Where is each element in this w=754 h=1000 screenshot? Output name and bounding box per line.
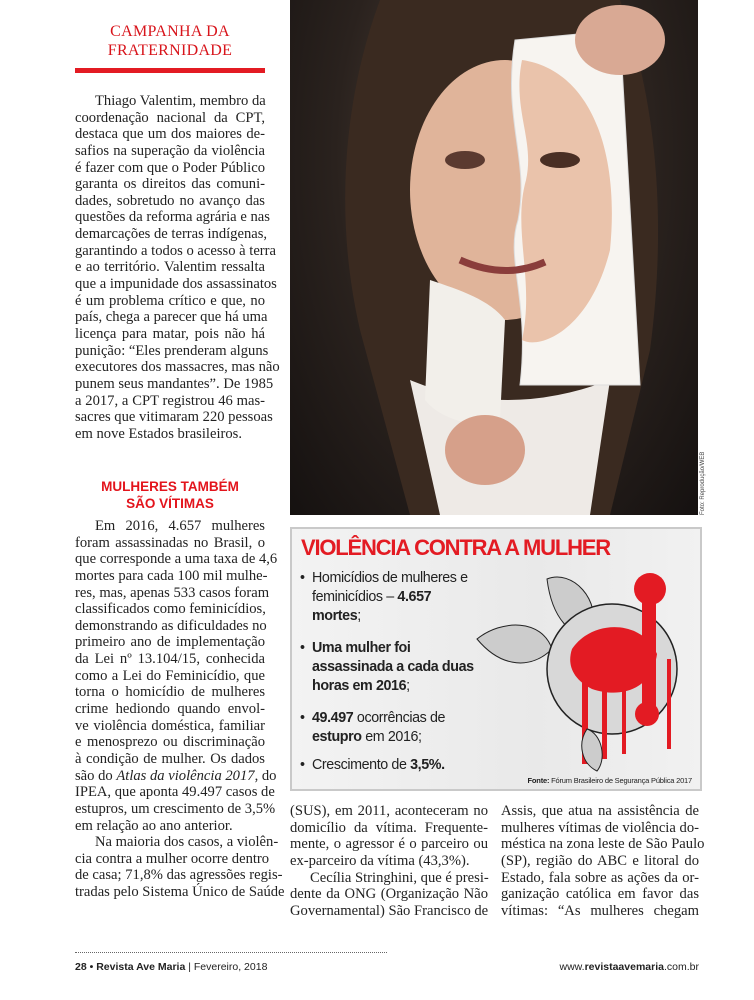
text-line: em relação ao ano anterior. (75, 817, 233, 834)
infobox-bullet-3 (300, 709, 500, 747)
text-line: questões da reforma agrária e nas (75, 209, 270, 226)
infobox (290, 527, 702, 791)
text-line: cia contra a mulher ocorre dentro (75, 850, 270, 867)
text-line: e ao território. Valentim ressalta (75, 259, 265, 276)
text-line: (SP), região do ABC e litoral do (501, 852, 699, 869)
page-number: 28 (75, 961, 87, 973)
text-line: Na maioria dos casos, a violên- (95, 834, 279, 851)
text-line: domicílio da vítima. Frequente- (290, 819, 488, 836)
text: são do (75, 767, 117, 784)
text-line: foram assassinadas no Brasil, o (75, 534, 265, 551)
bullet-text: ; (406, 678, 410, 694)
text-line: mulheres vítimas de violência do- (501, 819, 699, 836)
text-line: destaca que um dos maiores de- (75, 126, 265, 143)
bullet-bold: 4.657 (397, 589, 432, 605)
text-line: como a Lei do Feminicídio, que (75, 667, 265, 684)
bullet-icon: • (300, 570, 305, 586)
column-3 (501, 803, 705, 919)
section-kicker (75, 22, 265, 60)
subheading-line: MULHERES TAMBÉM (101, 479, 239, 494)
text-line: mente, o agressor é o parceiro ou (290, 836, 488, 853)
text-line: de casa; 71,8% das agressões regis- (75, 867, 283, 884)
text-line: primeiro ano de implementação (75, 634, 265, 651)
subheading (75, 478, 265, 512)
bullet-bold: 3,5%. (410, 757, 445, 773)
text-line: (SUS), em 2011, aconteceram no (290, 803, 488, 819)
text-line: IPEA, que aponta 49.497 casos de (75, 784, 275, 801)
footer-left (75, 961, 267, 973)
url-part: .com.br (663, 961, 699, 973)
text-line: safios na superação da violência (75, 142, 265, 159)
text: , do (254, 767, 277, 784)
bullet-bold: 49.497 (312, 710, 354, 726)
text-line: Em 2016, 4.657 mulheres (95, 518, 265, 534)
bullet-text: em 2016; (361, 729, 422, 745)
column-1-paragraph-1 (75, 93, 280, 442)
infobox-bullet-2 (300, 639, 500, 696)
text-line: sacres que vitimaram 220 pessoas (75, 409, 273, 426)
issue-date: Fevereiro, 2018 (193, 961, 268, 973)
text-line: Thiago Valentim, membro da (95, 93, 266, 109)
text-line: Cecília Stringhini, que é presi- (310, 869, 489, 886)
bullet-icon: • (300, 710, 305, 726)
publication-title: Atlas da violência 2017 (116, 767, 255, 784)
text-line: ve violência doméstica, familiar (75, 717, 265, 734)
bullet-icon: • (300, 640, 305, 656)
text-line: dente da ONG (Organização Não (290, 886, 488, 903)
article-photo (290, 0, 698, 515)
text-line: Assis, que atua na assistência de (501, 803, 699, 819)
text-line: e menosprezo ou discriminação (75, 734, 265, 751)
bullet-bold: Uma mulher foi (312, 640, 411, 656)
text-line: punem seus mandantes”. De 1985 (75, 375, 274, 392)
text-line: classificados como feminicídios, (75, 601, 266, 618)
text-line: demarcações de terras indígenas, (75, 226, 268, 243)
text-line: é um problema crítico e que, no (75, 292, 265, 309)
text-line: a 2017, a CPT registrou 46 mas- (75, 392, 265, 409)
bullet-text: Homicídios de mulheres e (312, 570, 468, 586)
text-line: coordenação nacional da CPT, (75, 109, 265, 126)
text-line: que corresponde a uma taxa de 4,6 (75, 551, 278, 568)
url-part: www. (559, 961, 585, 973)
bullet-text: Crescimento de (312, 757, 411, 773)
bullet-text: feminicídios – (312, 589, 398, 605)
footer-sep: • (86, 961, 97, 973)
text-line: tradas pelo Sistema Único de Saúde (75, 884, 285, 901)
infobox-bullet-4 (300, 756, 500, 775)
text-line: punição: “Eles prenderam alguns (75, 342, 269, 359)
infobox-title: VIOLÊNCIA CONTRA A MULHER (301, 535, 610, 560)
column-2 (290, 803, 488, 919)
text-line: garanta os direitos das comuni- (75, 176, 265, 193)
text-line: da Lei nº 13.104/15, conhecida (75, 651, 265, 668)
bullet-bold: horas em 2016 (312, 678, 407, 694)
text-line: res, mas, apenas 533 casos foram (75, 584, 270, 601)
subheading-line: SÃO VÍTIMAS (126, 496, 214, 511)
bullet-text: ocorrências de (353, 710, 446, 726)
text-line: é fazer com que o Poder Público (75, 159, 265, 176)
text-line: executores dos massacres, mas não (75, 359, 280, 376)
text-line: garantindo a todos o acesso à terra (75, 242, 276, 259)
text-line: Governamental) São Francisco de (290, 902, 489, 919)
text-line: ganização católica em favor das (501, 886, 699, 903)
text-line: em nove Estados brasileiros. (75, 425, 242, 442)
kicker-line: FRATERNIDADE (107, 42, 233, 59)
bullet-bold: assassinada a cada duas (312, 659, 474, 675)
url-part: revistaavemaria (584, 961, 664, 973)
source-label: Fonte: (527, 776, 550, 785)
text-line: país, chega a parecer que há uma (75, 309, 268, 326)
footer-dotted-rule (75, 952, 387, 953)
text-line: méstica na zona leste de São Paulo (501, 836, 705, 853)
kicker-rule (75, 68, 265, 73)
text-line: à condição de mulher. Os dados (75, 750, 265, 767)
footer-url[interactable] (559, 961, 699, 973)
text-line: Estado, fala sobre as ações da or- (501, 869, 699, 886)
text-line (75, 767, 277, 785)
text-line: demonstrando as dificuldades no (75, 617, 267, 634)
bleeding-rose-illustration (472, 559, 697, 774)
text-line: mortes para cada 100 mil mulhe- (75, 567, 268, 584)
bullet-icon: • (300, 757, 305, 773)
text-line: licença para matar, pois não há (75, 325, 265, 342)
text-line: estupros, um crescimento de 3,5% (75, 800, 276, 817)
text-line: crime hediondo quando envol- (75, 701, 265, 718)
bullet-text: ; (357, 608, 361, 624)
infobox-source (528, 776, 692, 785)
footer-sep: | (185, 961, 194, 973)
column-1-paragraph-2 (75, 518, 285, 901)
photo-credit: Foto: Reprodução/WEB (700, 451, 706, 515)
text-line: torna o homicídio de mulheres (75, 684, 265, 701)
bullet-bold: mortes (312, 608, 358, 624)
text-line: ex-parceiro da vítima (43,3%). (290, 852, 470, 869)
torn-photo-woman-illustration (290, 0, 698, 515)
source-text: Fórum Brasileiro de Segurança Pública 2017 (549, 776, 692, 785)
magazine-name: Revista Ave Maria (96, 961, 186, 973)
infobox-bullet-1 (300, 569, 500, 626)
bullet-bold: estupro (312, 729, 362, 745)
kicker-line: CAMPANHA DA (110, 23, 230, 40)
text-line: que a impunidade dos assassinatos (75, 276, 277, 293)
text-line: vítimas: “As mulheres chegam (501, 902, 699, 919)
text-line: dades, sobretudo no avanço das (75, 192, 265, 209)
